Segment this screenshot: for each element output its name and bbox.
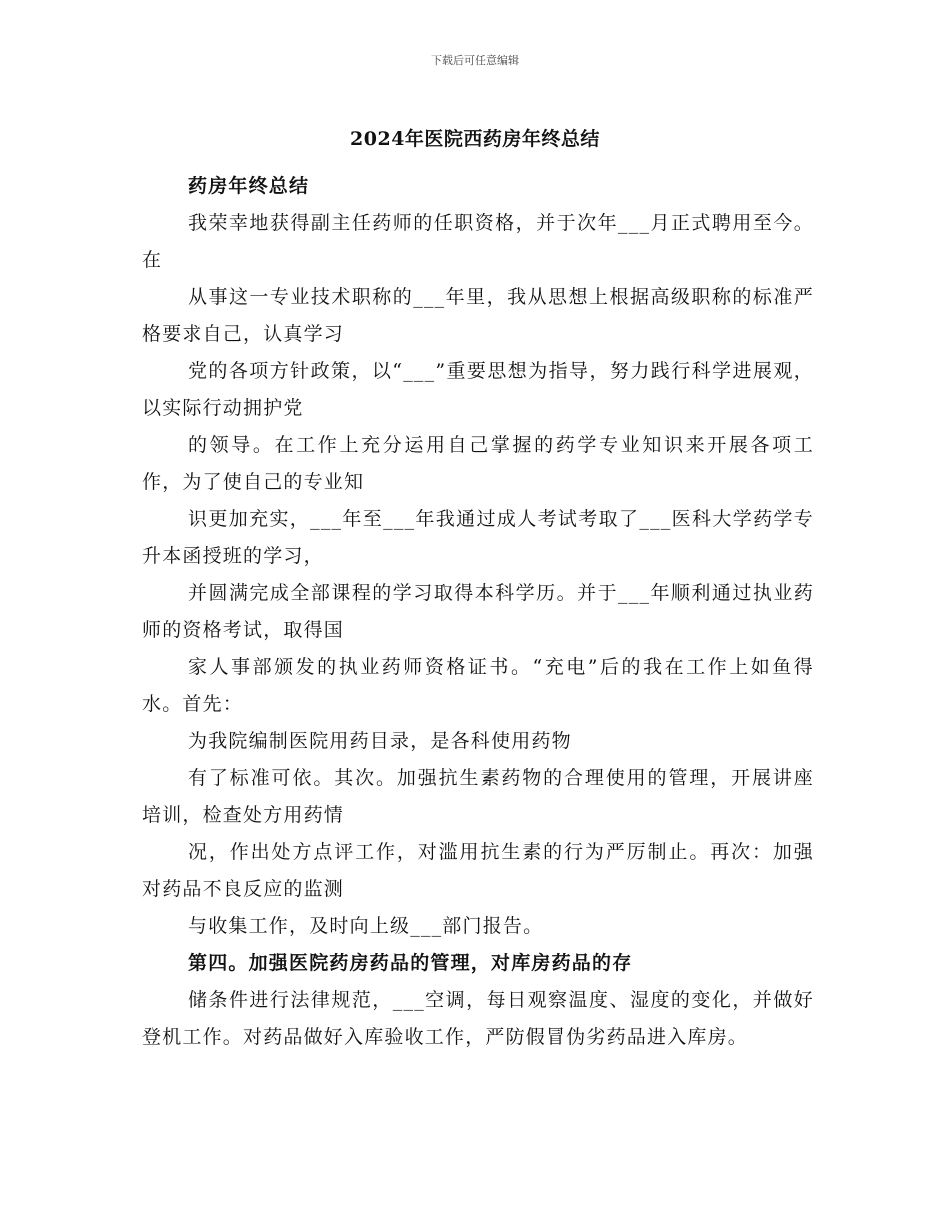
paragraph: 并圆满完成全部课程的学习取得本科学历。并于___年顺利通过执业药师的资格考试，取得国 <box>142 582 814 641</box>
paragraph: 党的各项方针政策，以“___”重要思想为指导，努力践行科学进展观，以实际行动拥护党 <box>142 360 814 419</box>
page-header-note: 下载后可任意编辑 <box>431 54 519 67</box>
paragraph: 第四。加强医院药房药品的管理，对库房药品的存 <box>188 952 633 974</box>
paragraph: 识更加充实，___年至___年我通过成人考试考取了___医科大学药学专升本函授班的学习， <box>142 508 814 567</box>
paragraph: 我荣幸地获得副主任药师的任职资格，并于次年___月正式聘用至今。在 <box>142 212 814 271</box>
paragraph: 从事这一专业技术职称的___年里，我从思想上根据高级职称的标准严格要求自己，认真学习 <box>142 286 814 345</box>
paragraph: 家人事部颁发的执业药师资格证书。“充电”后的我在工作上如鱼得水。首先： <box>142 656 814 715</box>
paragraph: 与收集工作，及时向上级___部门报告。 <box>188 915 544 937</box>
paragraph: 况，作出处方点评工作，对滥用抗生素的行为严厉制止。再次：加强对药品不良反应的监测 <box>142 841 814 900</box>
paragraph: 有了标准可依。其次。加强抗生素药物的合理使用的管理，开展讲座培训，检查处方用药情 <box>142 767 814 826</box>
paragraph: 为我院编制医院用药目录，是各科使用药物 <box>188 730 572 752</box>
document-title: 2024年医院西药房年终总结 <box>350 128 600 150</box>
paragraph: 药房年终总结 <box>188 175 310 197</box>
paragraph: 储条件进行法律规范，___空调，每日观察温度、湿度的变化，并做好登机工作。对药品做好入库验收工作，严防假冒伪劣药品进入库房。 <box>142 989 814 1048</box>
paragraph: 的领导。在工作上充分运用自己掌握的药学专业知识来开展各项工作，为了使自己的专业知 <box>142 434 814 493</box>
document-body <box>142 168 814 1056</box>
